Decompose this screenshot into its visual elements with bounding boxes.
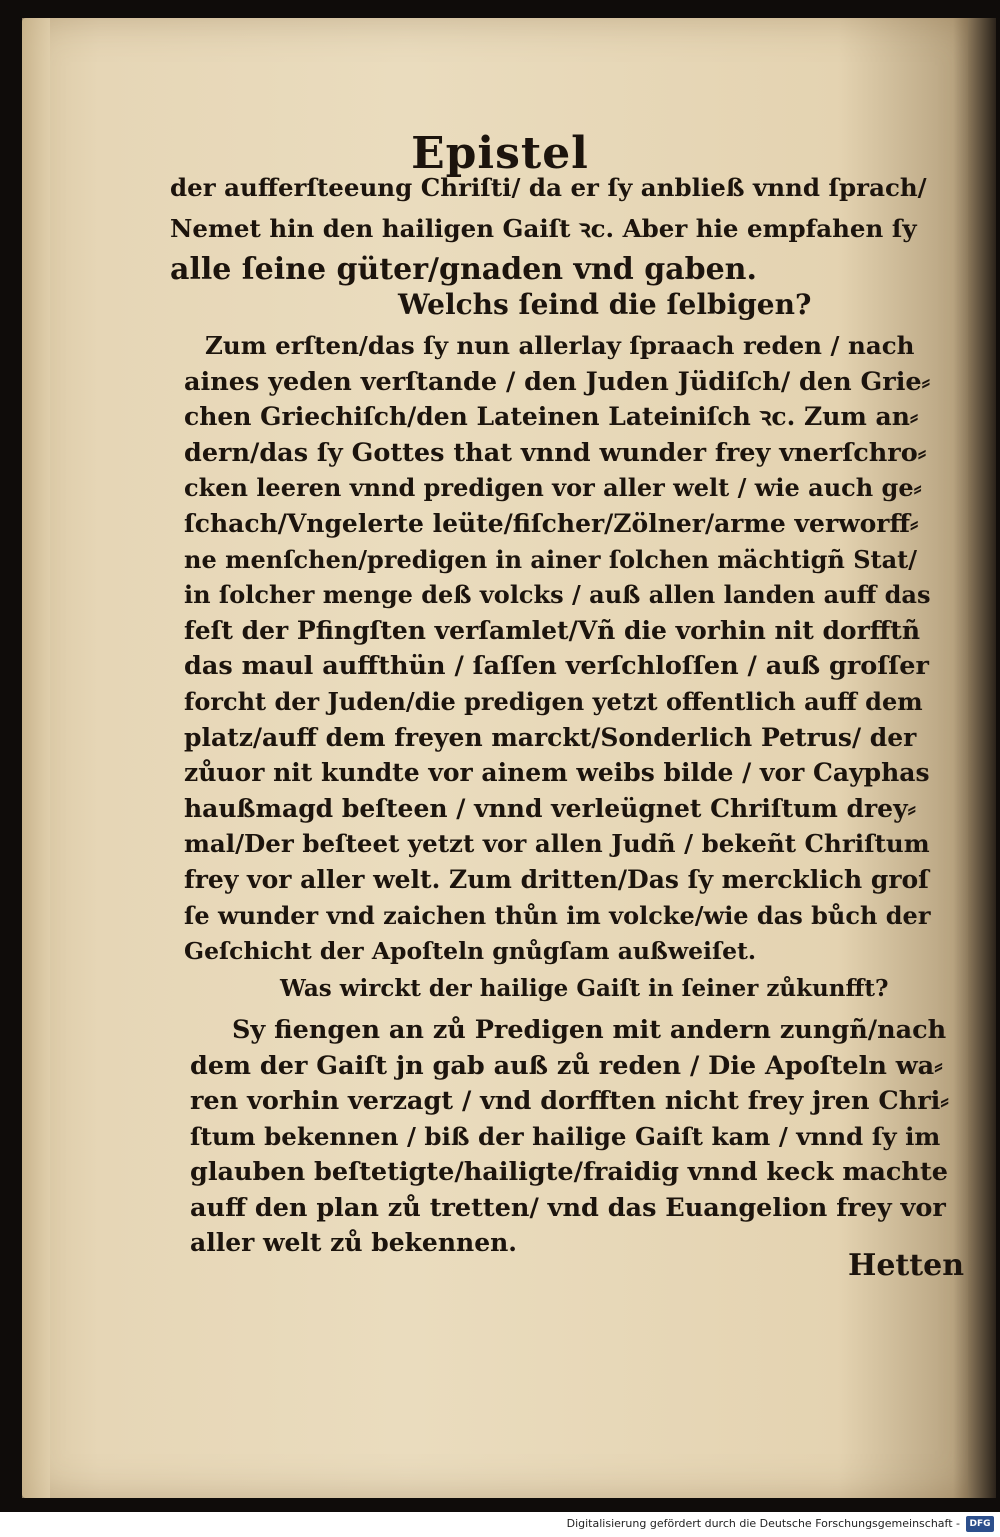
- dfg-logo: DFG: [966, 1516, 994, 1532]
- catchword: Hetten: [848, 1248, 965, 1283]
- text-line: frey vor aller welt. Zum dritten/Das ſy mercklich groſ: [184, 865, 929, 894]
- question-2: Was wirckt der hailige Gaiſt in ſeiner zůkunfft?: [280, 975, 889, 1002]
- text-line: cken leeren vnnd predigen vor aller welt / wie auch ge⸗: [184, 473, 922, 503]
- text-line: Sy fiengen an zů Predigen mit andern zungñ/nach: [232, 1015, 947, 1045]
- text-line: ſtum bekennen / biß der hailige Gaiſt kam / vnnd ſy im: [190, 1121, 941, 1151]
- text-line: feſt der Pfingſten verſamlet/Vñ die vorhin nit dorfftñ: [184, 615, 921, 645]
- text-line: ren vorhin verzagt / vnd dorfften nicht frey jren Chri⸗: [190, 1086, 949, 1116]
- text-line: ſe wunder vnd zaichen thůn im volcke/wie das bůch der: [184, 900, 931, 930]
- text-line: alle ſeine güter/gnaden vnd gaben.: [170, 252, 757, 287]
- text-line: dem der Gaiſt jn gab auß zů reden / Die Apoſteln wa⸗: [190, 1050, 943, 1081]
- footer-bar: [0, 1512, 1000, 1537]
- text-line: der aufferſteeung Chriſti/ da er ſy anbließ vnnd ſprach/: [170, 173, 927, 202]
- footer-credit: Digitalisierung gefördert durch die Deutsche Forschungsgemeinschaft -: [566, 1517, 960, 1530]
- text-line: chen Griechiſch/den Lateinen Lateiniſch ꝛc. Zum an⸗: [184, 402, 919, 432]
- text-line: glauben beſtetigte/hailigte/fraidig vnnd keck machte: [190, 1157, 948, 1187]
- text-line: dern/das ſy Gottes that vnnd wunder frey vnerſchro⸗: [184, 437, 927, 468]
- text-line: Zum erſten/das ſy nun allerlay ſpraach reden / nach: [205, 331, 915, 360]
- text-line: auff den plan zů tretten/ vnd das Euangelion frey vor: [190, 1192, 946, 1223]
- text-line: platz/auff dem freyen marckt/Sonderlich Petrus/ der: [184, 722, 917, 752]
- text-line: ſchach/Vngelerte leüte/fiſcher/Zölner/arme verworff⸗: [184, 509, 919, 538]
- text-line: ne menſchen/predigen in ainer ſolchen mächtigñ Stat/: [184, 544, 918, 574]
- text-line: mal/Der beſteet yetzt vor allen Judñ / bekeñt Chriſtum: [184, 829, 930, 859]
- text-line: zůuor nit kundte vor ainem weibs bilde / vor Cayphas: [184, 758, 930, 788]
- text-line: forcht der Juden/die predigen yetzt offentlich auff dem: [184, 687, 923, 716]
- text-line: das maul auffthün / ſaſſen verſchloſſen / auß groſſer: [184, 651, 929, 682]
- text-line: in ſolcher menge deß volcks / auß allen landen auff das: [184, 580, 931, 610]
- question-1: Welchs ſeind die ſelbigen?: [398, 288, 812, 321]
- page-heading: Epistel: [411, 128, 589, 179]
- text-line: haußmagd beſteen / vnnd verleügnet Chriſtum drey⸗: [184, 793, 916, 823]
- text-line: aines yeden verſtande / den Juden Jüdiſch/ den Grie⸗: [184, 366, 931, 397]
- text-line: aller welt zů bekennen.: [190, 1228, 517, 1257]
- text-line: Nemet hin den hailigen Gaiſt ꝛc. Aber hie empfahen ſy: [170, 214, 917, 243]
- text-line: Geſchicht der Apoſteln gnůgſam außweiſet.: [184, 937, 757, 966]
